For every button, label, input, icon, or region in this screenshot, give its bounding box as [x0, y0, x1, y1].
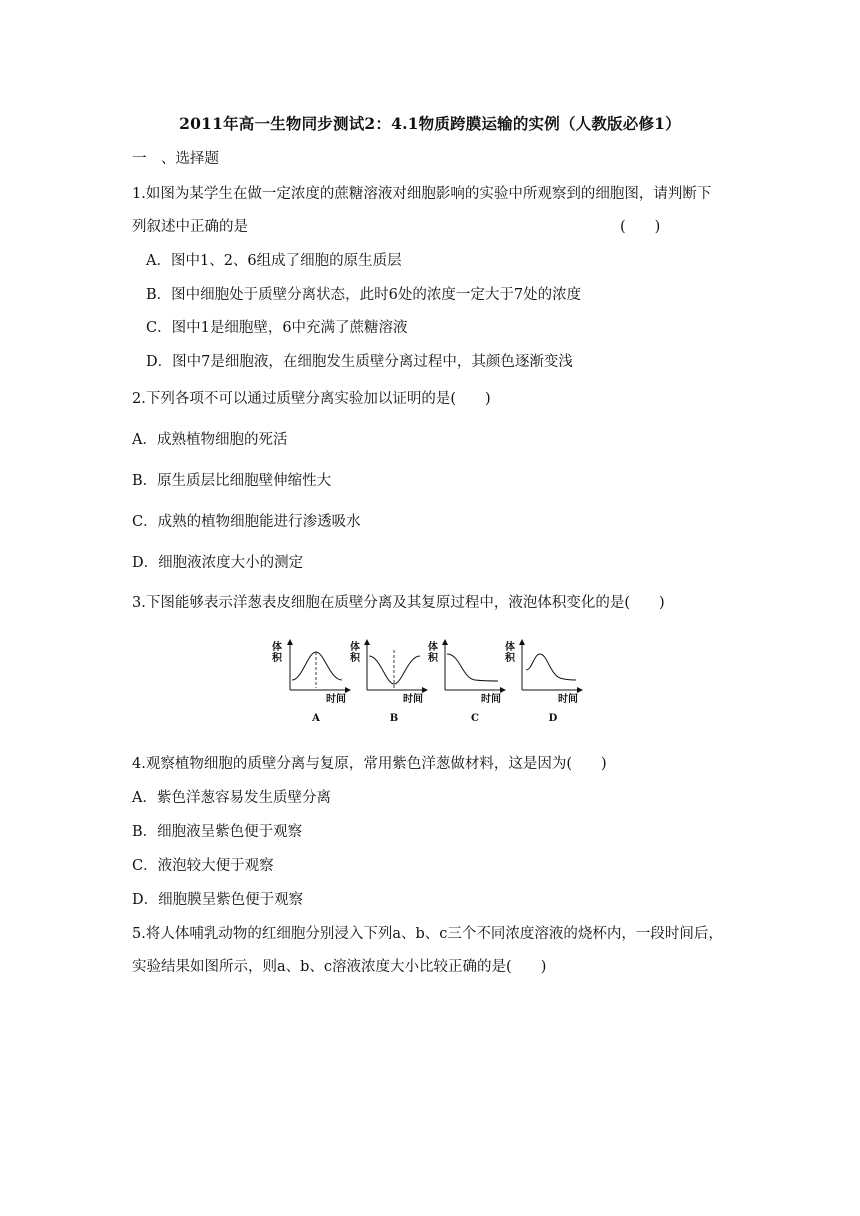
panel-a-label: A — [312, 713, 320, 724]
question-2-option-d: D．细胞液浓度大小的测定 — [132, 555, 304, 571]
panel-a — [272, 640, 350, 724]
question-4-option-d: D．细胞膜呈紫色便于观察 — [132, 892, 304, 908]
page-title: 2011年高一生物同步测试2：4.1物质跨膜运输的实例（人教版必修1） — [179, 114, 681, 133]
panel-b-x-label: 时间 — [403, 694, 423, 705]
question-5-stem-line-2: 实验结果如图所示，则a、b、c溶液浓度大小比较正确的是( ) — [132, 959, 547, 975]
question-3-stem: 3.下图能够表示洋葱表皮细胞在质壁分离及其复原过程中，液泡体积变化的是( ) — [132, 595, 665, 611]
question-1-stem-line-1: 1.如图为某学生在做一定浓度的蔗糖溶液对细胞影响的实验中所观察到的细胞图，请判断下 — [132, 186, 712, 202]
panel-b-y-label-1: 体 — [350, 642, 360, 653]
question-4-option-b: B．细胞液呈紫色便于观察 — [132, 824, 303, 840]
question-2-option-b: B．原生质层比细胞壁伸缩性大 — [132, 473, 332, 489]
panel-c — [428, 640, 505, 724]
panel-d-y-label-2: 积 — [505, 653, 515, 664]
question-2-stem: 2.下列各项不可以通过质壁分离实验加以证明的是( ) — [132, 391, 491, 407]
panel-d-label: D — [548, 713, 558, 724]
panel-a-y-label-1: 体 — [272, 642, 282, 653]
question-3-figure — [270, 630, 600, 730]
panel-a-curve — [292, 652, 342, 680]
question-1-option-d: D．图中7是细胞液，在细胞发生质壁分离过程中，其颜色逐渐变浅 — [146, 354, 573, 370]
panel-b — [350, 640, 427, 724]
question-2-option-a: A．成熟植物细胞的死活 — [132, 432, 288, 448]
panel-c-y-label-1: 体 — [428, 642, 438, 653]
question-1-option-a: A．图中1、2、6组成了细胞的原生质层 — [146, 253, 402, 269]
question-2-option-c: C．成熟的植物细胞能进行渗透吸水 — [132, 514, 361, 530]
question-4-option-a: A．紫色洋葱容易发生质壁分离 — [132, 790, 331, 806]
panel-d-y-label-1: 体 — [505, 642, 515, 653]
panel-a-y-label-2: 积 — [272, 653, 282, 664]
question-4-option-c: C．液泡较大便于观察 — [132, 858, 274, 874]
panel-c-curve — [447, 654, 498, 681]
panel-c-x-label: 时间 — [481, 694, 501, 705]
question-4-stem: 4.观察植物细胞的质壁分离与复原，常用紫色洋葱做材料，这是因为( ) — [132, 756, 607, 772]
panel-a-x-label: 时间 — [326, 694, 346, 705]
panel-b-y-label-2: 积 — [350, 653, 360, 664]
panel-b-curve — [369, 656, 420, 684]
panel-b-label: B — [389, 713, 399, 724]
panel-c-y-label-2: 积 — [428, 653, 438, 664]
question-1-option-b: B．图中细胞处于质壁分离状态，此时6处的浓度一定大于7处的浓度 — [146, 287, 582, 303]
panel-c-label: C — [471, 713, 479, 724]
panel-d — [505, 640, 582, 724]
question-1-option-c: C．图中1是细胞壁，6中充满了蔗糖溶液 — [146, 320, 408, 336]
volume-curves-figure — [270, 630, 600, 730]
section-heading: 一 、选择题 — [132, 151, 219, 167]
panel-d-curve — [526, 654, 576, 680]
question-1-stem-line-2: 列叙述中正确的是 — [132, 219, 248, 235]
question-5-stem-line-1: 5.将人体哺乳动物的红细胞分别浸入下列a、b、c三个不同浓度溶液的烧杯内，一段时间后， — [132, 926, 723, 942]
question-1-answer-blank: ( ) — [620, 219, 661, 235]
panel-d-x-label: 时间 — [558, 694, 578, 705]
